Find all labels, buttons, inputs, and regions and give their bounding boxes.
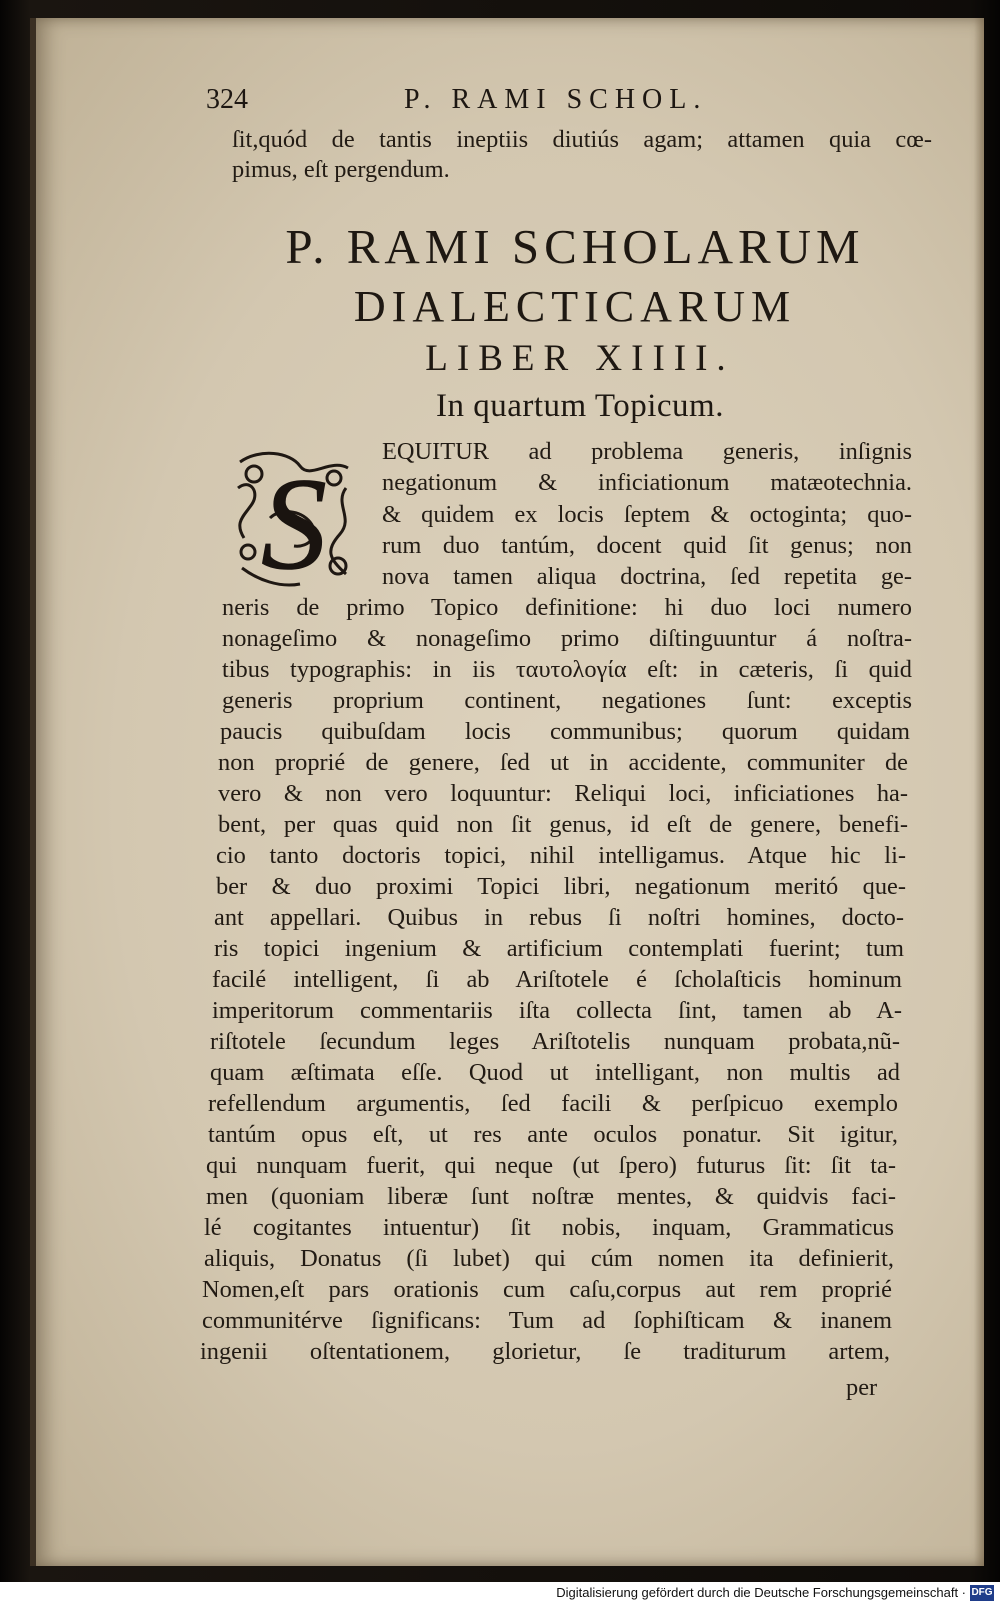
body-line-4: rum duo tantúm, docent quid ſit genus; non	[382, 532, 912, 559]
running-title: P. RAMI SCHOL.	[404, 84, 708, 115]
drop-cap-letter: S	[261, 450, 327, 596]
chapter-heading-line-2: DIALECTICARUM	[353, 282, 797, 331]
page-number: 324	[206, 84, 248, 115]
dfg-logo: DFG	[970, 1585, 994, 1601]
body-line-15: ber & duo proximi Topici libri, negationum meritó que-	[216, 873, 906, 900]
body-line-6: neris de primo Topico definitione: hi duo loci numero	[222, 594, 912, 621]
body-line-28: Nomen,eſt pars orationis cum caſu,corpus aut rem proprié	[202, 1276, 892, 1303]
ornamental-initial	[230, 448, 358, 596]
chapter-subheading: In quartum Topicum.	[436, 388, 724, 424]
body-line-2: negationum & inficiationum matæotechnia.	[382, 469, 912, 496]
body-line-27: aliquis, Donatus (ſi lubet) qui cúm nomen ita definierit,	[204, 1245, 894, 1272]
body-line-24: qui nunquam fuerit, qui neque (ut ſpero) futurus ſit: ſit ta-	[206, 1152, 896, 1179]
body-line-21: quam æſtimata eſſe. Quod ut intelligant, non multis ad	[210, 1059, 900, 1086]
body-line-19: imperitorum commentariis iſta collecta ſint, tamen ab A-	[212, 997, 902, 1024]
intro-line-1: ſit,quód de tantis ineptiis diutiús agam; attamen quia cœ-	[232, 126, 932, 153]
body-line-13: bent, per quas quid non ſit genus, id eſt de genere, benefi-	[218, 811, 908, 838]
body-line-1: EQUITUR ad problema generis, inſignis	[382, 438, 912, 465]
body-line-25: men (quoniam liberæ ſunt noſtræ mentes, & quidvis faci-	[206, 1183, 896, 1210]
funding-credit: Digitalisierung gefördert durch die Deutsche Forschungsgemeinschaft ·	[556, 1585, 966, 1600]
body-line-10: paucis quibuſdam locis communibus; quorum quidam	[220, 718, 910, 745]
body-line-9: generis proprium continent, negationes ſunt: exceptis	[222, 687, 912, 714]
intro-line-2: pimus, eſt pergendum.	[232, 156, 450, 183]
catchword: per	[846, 1374, 878, 1401]
body-line-12: vero & non vero loquuntur: Reliqui loci, inficiationes ha-	[218, 780, 908, 807]
body-line-16: ant appellari. Quibus in rebus ſi noſtri homines, docto-	[214, 904, 904, 931]
chapter-heading-line-1: P. RAMI SCHOLARUM	[285, 219, 865, 274]
body-line-20: riſtotele ſecundum leges Ariſtotelis nunquam probata,nũ-	[210, 1028, 900, 1055]
page-edge	[974, 18, 984, 1566]
body-line-22: refellendum argumentis, ſed facili & perſpicuo exemplo	[208, 1090, 898, 1117]
body-line-23: tantúm opus eſt, ut res ante oculos ponatur. Sit igitur,	[208, 1121, 898, 1148]
body-line-8: tibus typographis: in iis ταυτολογία eſt: in cæteris, ſi quid	[222, 656, 912, 683]
body-line-29: communitérve ſignificans: Tum ad ſophiſticam & inanem	[202, 1307, 892, 1334]
body-line-17: ris topici ingenium & artificium contemplati fuerint; tum	[214, 935, 904, 962]
body-line-11: non proprié de genere, ſed ut in accidente, communiter de	[218, 749, 908, 776]
body-line-5: nova tamen aliqua doctrina, ſed repetita ge-	[382, 563, 912, 590]
body-line-3: & quidem ex locis ſeptem & octoginta; quo-	[382, 501, 912, 528]
footer-bar	[0, 1582, 1000, 1606]
chapter-heading-book-number: LIBER XIIII.	[425, 338, 735, 379]
body-line-26: lé cogitantes intuentur) ſit nobis, inquam, Grammaticus	[204, 1214, 894, 1241]
running-head	[206, 84, 766, 120]
body-line-18: facilé intelligent, ſi ab Ariſtotele é ſcholaſticis hominum	[212, 966, 902, 993]
body-line-7: nonageſimo & nonageſimo primo diſtinguuntur á noſtra-	[222, 625, 912, 652]
body-line-14: cio tanto doctoris topici, nihil intelligamus. Atque hic li-	[216, 842, 906, 869]
body-line-30: ingenii oſtentationem, glorietur, ſe traditurum artem,	[200, 1338, 890, 1365]
